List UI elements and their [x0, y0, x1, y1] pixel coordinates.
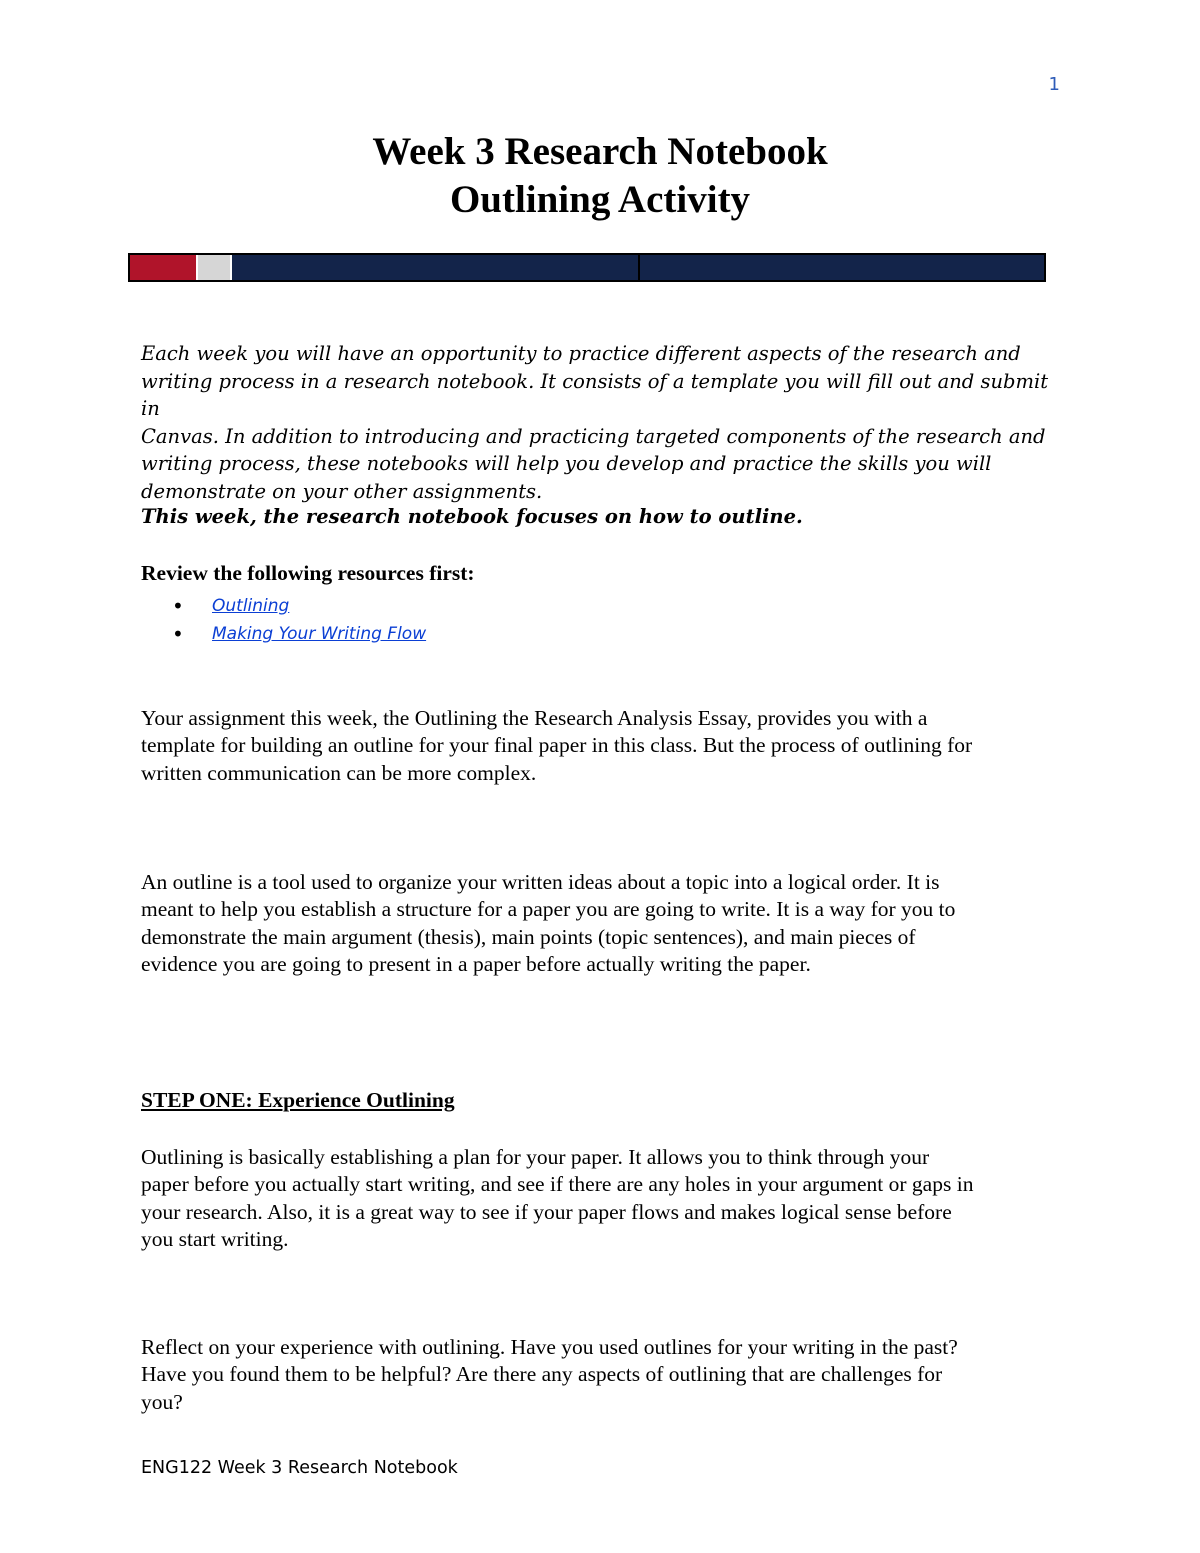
- text-line: written communication can be more complex.: [141, 760, 537, 785]
- text-line: meant to help you establish a structure for a paper you are going to write. It is a way for you to: [141, 897, 956, 922]
- bullet-icon: •: [172, 594, 184, 618]
- text-line: you?: [141, 1389, 183, 1414]
- text-line: Canvas. In addition to introducing and practicing targeted components of the research and: [141, 424, 1046, 448]
- text-line: paper before you actually start writing, and see if there are any holes in your argument or gaps in: [141, 1172, 974, 1197]
- bullet-icon: •: [172, 622, 184, 646]
- text-line: writing process, these notebooks will help you develop and practice the skills you will: [141, 452, 992, 476]
- page-number: 1: [1048, 74, 1060, 95]
- text-line: demonstrate the main argument (thesis), main points (topic sentences), and main pieces of: [141, 924, 916, 949]
- banner-navy-segment: [640, 255, 1044, 280]
- step-one-heading: STEP ONE: Experience Outlining: [141, 1088, 455, 1112]
- text-line: writing process in a research notebook. It consists of a template you will fill out and submit in: [141, 369, 1049, 421]
- text-line: Your assignment this week, the Outlining the Research Analysis Essay, provides you with a: [141, 706, 928, 730]
- banner-navy-segment: [232, 255, 640, 280]
- resource-list: [172, 592, 426, 648]
- resources-label: Review the following resources first:: [141, 561, 475, 585]
- text-line: Each week you will have an opportunity to practice different aspects of the research and: [141, 342, 1021, 365]
- document-title: [0, 128, 1200, 224]
- step-one-description: [141, 1144, 1071, 1253]
- intro-paragraph: [141, 340, 1061, 506]
- page-footer: ENG122 Week 3 Research Notebook: [141, 1458, 458, 1478]
- assignment-paragraph: [141, 705, 1071, 787]
- text-line: demonstrate on your other assignments.: [141, 479, 543, 503]
- outlining-link[interactable]: Outlining: [212, 596, 290, 616]
- list-item: [172, 620, 426, 648]
- definition-paragraph: [141, 869, 1071, 978]
- text-line: you start writing.: [141, 1226, 289, 1251]
- text-line: template for building an outline for your final paper in this class. But the process of outlining for: [141, 733, 973, 758]
- list-item: [172, 592, 426, 620]
- title-line-2: Outlining Activity: [449, 178, 751, 221]
- banner-gray-segment: [196, 255, 232, 280]
- text-line: your research. Also, it is a great way to see if your paper flows and makes logical sense before: [141, 1199, 952, 1224]
- focus-statement: This week, the research notebook focuses on how to outline.: [141, 505, 803, 528]
- text-line: An outline is a tool used to organize your written ideas about a topic into a logical order. It is: [141, 870, 940, 894]
- reflection-prompt: [141, 1334, 1071, 1416]
- text-line: Outlining is basically establishing a plan for your paper. It allows you to think through your: [141, 1145, 930, 1169]
- banner-red-segment: [130, 255, 196, 280]
- writing-flow-link[interactable]: Making Your Writing Flow: [212, 624, 427, 644]
- text-line: evidence you are going to present in a paper before actually writing the paper.: [141, 951, 811, 976]
- decorative-banner: [128, 253, 1046, 282]
- text-line: Reflect on your experience with outlining. Have you used outlines for your writing in the past?: [141, 1335, 958, 1359]
- text-line: Have you found them to be helpful? Are there any aspects of outlining that are challenges for: [141, 1362, 943, 1387]
- title-line-1: Week 3 Research Notebook: [372, 130, 828, 173]
